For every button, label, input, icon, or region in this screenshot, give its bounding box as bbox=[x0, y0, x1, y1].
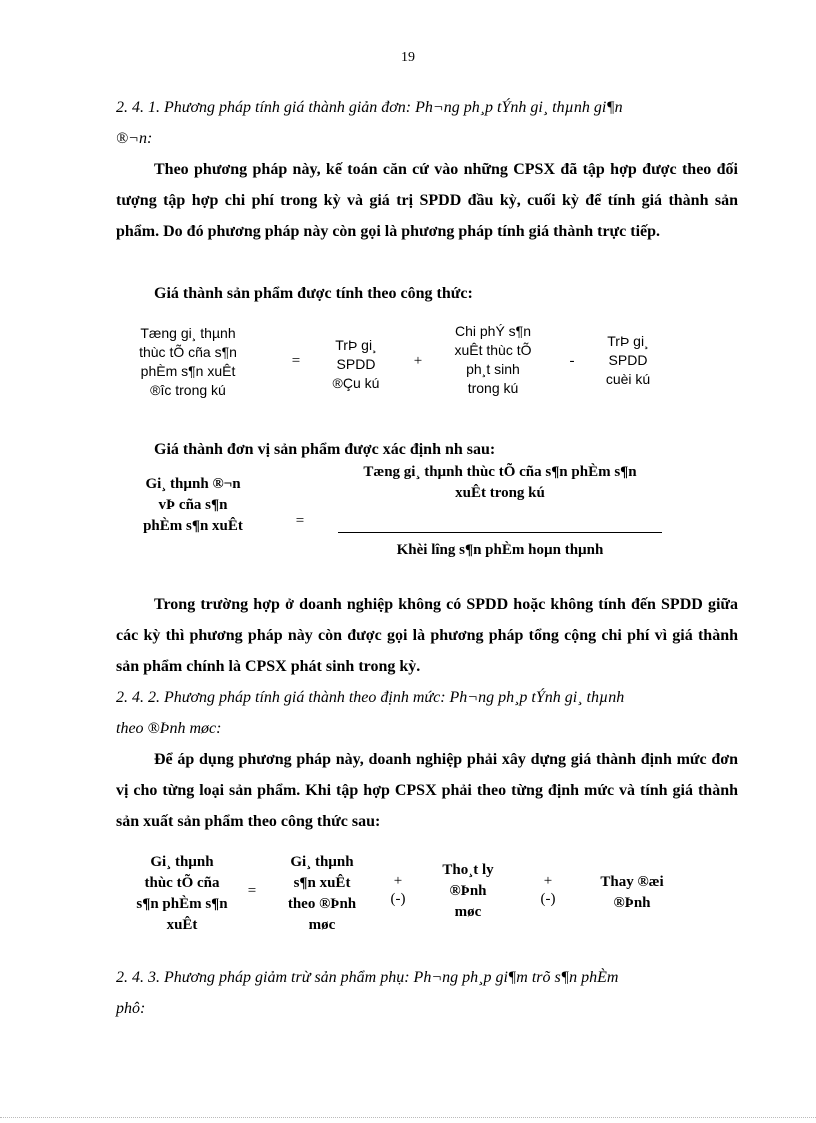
term-line: SPDD bbox=[336, 356, 376, 372]
formula-total-term bbox=[138, 324, 238, 400]
term-line: phÈm s¶n xuÊt bbox=[143, 518, 243, 534]
term-line: Tho¸t ly bbox=[442, 862, 494, 878]
paragraph: Giá thành đơn vị sản phẩm được xác định nh sau: bbox=[154, 441, 496, 458]
equals-sign: = bbox=[291, 353, 301, 369]
heading-line-cont: phô: bbox=[116, 1000, 146, 1017]
page-bottom-border bbox=[0, 1117, 816, 1118]
term-line: ®îc trong kú bbox=[150, 382, 226, 398]
term-line: ®Þnh bbox=[449, 883, 487, 899]
term-line: ®Þnh bbox=[613, 895, 651, 911]
op-line: + bbox=[543, 873, 553, 889]
formula-total-cost bbox=[138, 322, 738, 402]
formula-change-term bbox=[576, 872, 688, 914]
term-line: møc bbox=[308, 917, 336, 933]
paragraph-trong-truong-hop bbox=[116, 589, 738, 682]
plus-minus-sign bbox=[388, 872, 408, 908]
page-number: 19 bbox=[401, 50, 415, 65]
term-line: cuèi kú bbox=[605, 371, 651, 387]
term-line: Gi¸ thµnh bbox=[290, 854, 354, 870]
term-line: Gi¸ thµnh bbox=[150, 854, 214, 870]
paragraph-theo-phuong-phap bbox=[116, 154, 738, 247]
term-line: Chi phÝ s¶n bbox=[454, 323, 531, 339]
formula-closing-term bbox=[590, 332, 666, 389]
formula-variance-term bbox=[426, 860, 510, 923]
paragraph-gia-thanh-don-vi bbox=[116, 434, 738, 465]
plus-minus-sign bbox=[538, 872, 558, 908]
term-line: theo ®Þnh bbox=[287, 896, 357, 912]
equals-sign: = bbox=[295, 513, 305, 529]
formula-opening-term bbox=[318, 336, 394, 393]
heading-line-cont: theo ®Þnh møc: bbox=[116, 720, 222, 737]
term-line: møc bbox=[454, 904, 482, 920]
section-heading-2-4-1 bbox=[116, 92, 746, 154]
paragraph: Trong trường hợp ở doanh nghiệp không có SPDD hoặc không tính đến SPDD giữa các kỳ thì phương pháp này còn được gọi là phương pháp tổng cộng chi phí vì giá thành sản phẩm chính là CPSX phát sinh trong kỳ. bbox=[116, 596, 738, 675]
fraction-bar bbox=[338, 532, 662, 533]
term-line: Thay ®æi bbox=[600, 874, 664, 890]
section-heading-2-4-2 bbox=[116, 682, 746, 744]
term-line: phÈm s¶n xuÊt bbox=[140, 363, 236, 379]
equals-sign: = bbox=[247, 883, 257, 899]
term-line: xuÊt trong kú bbox=[455, 485, 545, 501]
formula-unit-cost bbox=[130, 462, 670, 562]
term-line: ®Çu kú bbox=[332, 375, 380, 391]
heading-line-cont: ®¬n: bbox=[116, 130, 153, 147]
minus-sign: - bbox=[569, 353, 575, 369]
term-line: trong kú bbox=[467, 380, 519, 396]
term-line: Tæng gi¸ thµnh thùc tÕ cña s¶n phÈm s¶n bbox=[363, 464, 637, 480]
term-line: TrÞ gi¸ bbox=[335, 337, 377, 353]
term-line: thùc tÕ cña s¶n bbox=[139, 344, 237, 360]
op-line: (-) bbox=[390, 891, 406, 907]
formula-norm-term bbox=[272, 852, 372, 936]
term-line: thùc tÕ cña bbox=[144, 875, 220, 891]
formula-costs-term bbox=[443, 322, 543, 398]
formula-actual-term bbox=[126, 852, 238, 936]
formula-actual-cost bbox=[126, 852, 736, 936]
paragraph: Theo phương pháp này, kế toán căn cứ vào những CPSX đã tập hợp được theo đối tượng tập hợp chi phí trong kỳ và giá trị SPDD đầu kỳ, cuối kỳ để tính giá thành sản phẩm. Do đó phương pháp này còn gọi là phương pháp tính giá thành trực tiếp. bbox=[116, 161, 738, 240]
term-line: s¶n phÈm s¶n bbox=[136, 896, 228, 912]
section-heading-2-4-3 bbox=[116, 962, 746, 1024]
term-line: Tæng gi¸ thµnh bbox=[140, 325, 236, 341]
op-line: (-) bbox=[540, 891, 556, 907]
term-line: xuÊt thùc tÕ bbox=[454, 342, 532, 358]
paragraph: Để áp dụng phương pháp này, doanh nghiệp phải xây dựng giá thành định mức đơn vị cho từng loại sản phẩm. Khi tập hợp CPSX phải theo từng định mức và tính giá thành sản xuất sản phẩm theo công thức sau: bbox=[116, 751, 738, 830]
term-line: xuÊt bbox=[166, 917, 198, 933]
term-line: vÞ cña s¶n bbox=[158, 497, 228, 513]
term-line: s¶n xuÊt bbox=[293, 875, 351, 891]
plus-sign: + bbox=[413, 353, 423, 369]
paragraph-de-ap-dung bbox=[116, 744, 738, 837]
heading-line: 2. 4. 3. Phương pháp giảm trừ sản phẩm phụ: Ph¬ng ph¸p gi¶m trõ s¶n phÈm bbox=[116, 969, 619, 986]
formula-numerator bbox=[335, 462, 665, 504]
heading-line: 2. 4. 1. Phương pháp tính giá thành giản đơn: Ph¬ng ph¸p tÝnh gi¸ thµnh gi¶n bbox=[116, 99, 623, 116]
formula-denominator: Khèi lîng s¶n phÈm hoµn thµnh bbox=[396, 542, 604, 558]
heading-line: 2. 4. 2. Phương pháp tính giá thành theo định mức: Ph¬ng ph¸p tÝnh gi¸ thµnh bbox=[116, 689, 625, 706]
term-line: Gi¸ thµnh ®¬n bbox=[145, 476, 241, 492]
paragraph: Giá thành sản phẩm được tính theo công thức: bbox=[154, 285, 473, 302]
term-line: ph¸t sinh bbox=[466, 361, 520, 377]
formula-unit-left bbox=[130, 474, 256, 537]
term-line: TrÞ gi¸ bbox=[607, 333, 649, 349]
op-line: + bbox=[393, 873, 403, 889]
paragraph-cong-thuc bbox=[116, 278, 738, 309]
term-line: SPDD bbox=[608, 352, 648, 368]
